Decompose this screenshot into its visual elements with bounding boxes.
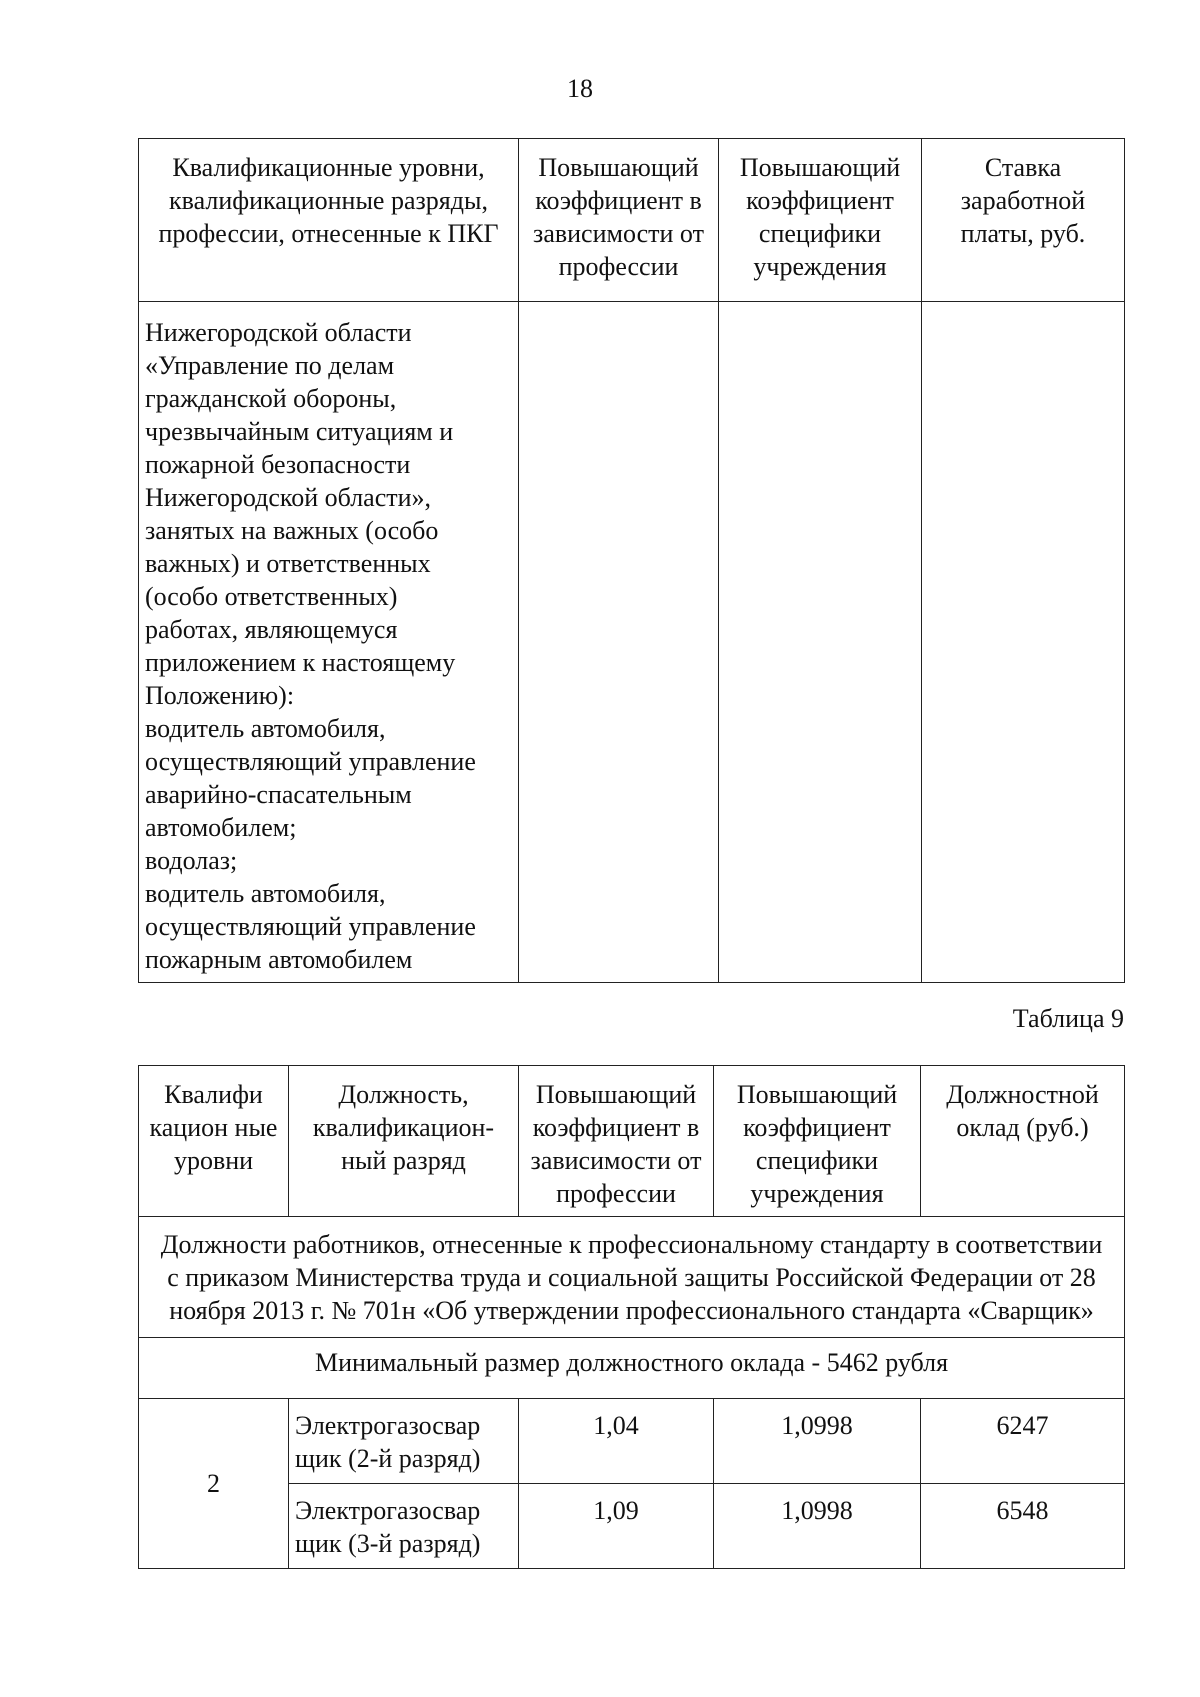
text-line: важных) и ответственных xyxy=(145,549,431,578)
institution-coefficient: 1,0998 xyxy=(714,1484,921,1569)
text-line: приложением к настоящему xyxy=(145,648,456,677)
text-line: водитель автомобиля, xyxy=(145,879,386,908)
header-profession-coefficient: Повышающий коэффициент в зависимости от профессии xyxy=(519,1066,714,1217)
text-line: Нижегородской области xyxy=(145,318,412,347)
text-line: водитель автомобиля, xyxy=(145,714,386,743)
header-wage-rate: Ставка заработной платы, руб. xyxy=(922,139,1125,302)
professions-cell xyxy=(139,302,519,983)
header-profession-coefficient: Повышающий коэффициент в зависимости от профессии xyxy=(519,139,719,302)
official-salary: 6548 xyxy=(921,1484,1125,1569)
text-line: осуществляющий управление xyxy=(145,747,476,776)
text-line: (особо ответственных) xyxy=(145,582,398,611)
welder-salary-table xyxy=(138,1065,1125,1569)
table-header-row xyxy=(139,1066,1125,1217)
profession-coefficient: 1,04 xyxy=(519,1399,714,1484)
position-name: Электрогазосвар щик (3-й разряд) xyxy=(289,1484,519,1569)
position-name: Электрогазосвар щик (2-й разряд) xyxy=(289,1399,519,1484)
text-line: гражданской обороны, xyxy=(145,384,397,413)
table-row xyxy=(139,302,1125,983)
text-line: работах, являющемуся xyxy=(145,615,398,644)
table-header-row xyxy=(139,139,1125,302)
text-line: Нижегородской области», xyxy=(145,483,432,512)
section-title: Должности работников, отнесенные к профессиональному стандарту в соответствии с приказом Министерства труда и социальной защиты Российской Федерации от 28 ноября 2013 г. № 701н «Об утверждении профессионального стандарта «Сварщик» xyxy=(139,1217,1125,1338)
text-line: водолаз; xyxy=(145,846,238,875)
text-line: пожарной безопасности xyxy=(145,450,411,479)
official-salary: 6247 xyxy=(921,1399,1125,1484)
empty-cell xyxy=(719,302,922,983)
empty-cell xyxy=(922,302,1125,983)
text-line: чрезвычайным ситуациям и xyxy=(145,417,454,446)
empty-cell xyxy=(519,302,719,983)
profession-coefficient: 1,09 xyxy=(519,1484,714,1569)
qualification-level: 2 xyxy=(139,1399,289,1569)
text-line: занятых на важных (особо xyxy=(145,516,439,545)
table-caption: Таблица 9 xyxy=(1012,1004,1124,1033)
qualification-table-continued xyxy=(138,138,1125,983)
header-position: Должность, квалификацион- ный разряд xyxy=(289,1066,519,1217)
min-salary: Минимальный размер должностного оклада - 5462 рубля xyxy=(139,1338,1125,1399)
header-qualification-levels: Квалифи кацион ные уровни xyxy=(139,1066,289,1217)
header-institution-coefficient: Повышающий коэффициент специфики учреждения xyxy=(719,139,922,302)
table-row xyxy=(139,1399,1125,1484)
header-qualification-levels: Квалификационные уровни, квалификационные разряды, профессии, отнесенные к ПКГ xyxy=(139,139,519,302)
text-line: автомобилем; xyxy=(145,813,297,842)
min-salary-row xyxy=(139,1338,1125,1399)
section-row xyxy=(139,1217,1125,1338)
header-institution-coefficient: Повышающий коэффициент специфики учреждения xyxy=(714,1066,921,1217)
page-number: 18 xyxy=(567,74,593,103)
text-line: «Управление по делам xyxy=(145,351,395,380)
text-line: осуществляющий управление xyxy=(145,912,476,941)
text-line: пожарным автомобилем xyxy=(145,945,413,974)
header-official-salary: Должностной оклад (руб.) xyxy=(921,1066,1125,1217)
text-line: Положению): xyxy=(145,681,295,710)
institution-coefficient: 1,0998 xyxy=(714,1399,921,1484)
text-line: аварийно-спасательным xyxy=(145,780,412,809)
